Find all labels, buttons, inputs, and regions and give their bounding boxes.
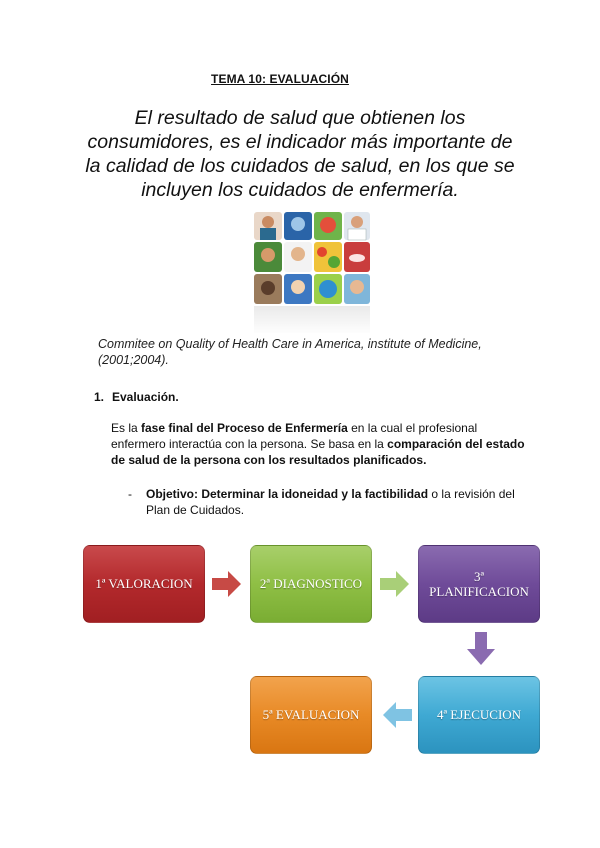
paragraph-bold-1: fase final del Proceso de Enfermería: [141, 421, 348, 435]
paragraph-text-1: Es la: [111, 421, 142, 435]
bullet-text: o la revisión del Plan de Cuidados.: [146, 487, 515, 517]
quote-text: El resultado de salud que obtienen los consumidores, es el indicador más importante de la calidad de los cuidados de salud, en los que se incluyen los cuidados de enfermería.: [85, 107, 515, 201]
paragraph-text-2: en la cual el profesional enfermero interactúa con la persona. Se basa en la: [111, 421, 478, 451]
collage-image: [252, 210, 372, 335]
section-number: 1.: [94, 390, 105, 404]
arrow-left-icon: [382, 701, 412, 729]
step-diagnostico: 2ª DIAGNOSTICO: [250, 545, 372, 623]
citation-text: Commitee on Quality of Health Care in America, institute of Medicine, (2001;2004).: [98, 337, 482, 367]
arrow-right-icon: [380, 570, 410, 598]
objective-bullet: [128, 486, 528, 518]
step-valoracion: 1ª VALORACION: [83, 545, 205, 623]
step-planificacion: 3ª PLANIFICACION: [418, 545, 540, 623]
step-ejecucion: 4ª EJECUCION: [418, 676, 540, 754]
bullet-bold: Objetivo: Determinar la idoneidad y la factibilidad: [146, 487, 429, 501]
section-title: Evaluación.: [112, 390, 179, 404]
health-photo-collage: [252, 210, 372, 335]
document-title: TEMA 10: EVALUACIÓN: [211, 72, 349, 86]
bullet-dash: -: [128, 487, 132, 501]
step-evaluacion: 5ª EVALUACION: [250, 676, 372, 754]
section-heading: [94, 390, 179, 404]
body-paragraph: [111, 420, 531, 468]
arrow-right-icon: [212, 570, 242, 598]
paragraph-bold-2: comparación del estado de salud de la persona con los resultados planificados.: [111, 437, 525, 467]
arrow-down-icon: [466, 632, 496, 666]
